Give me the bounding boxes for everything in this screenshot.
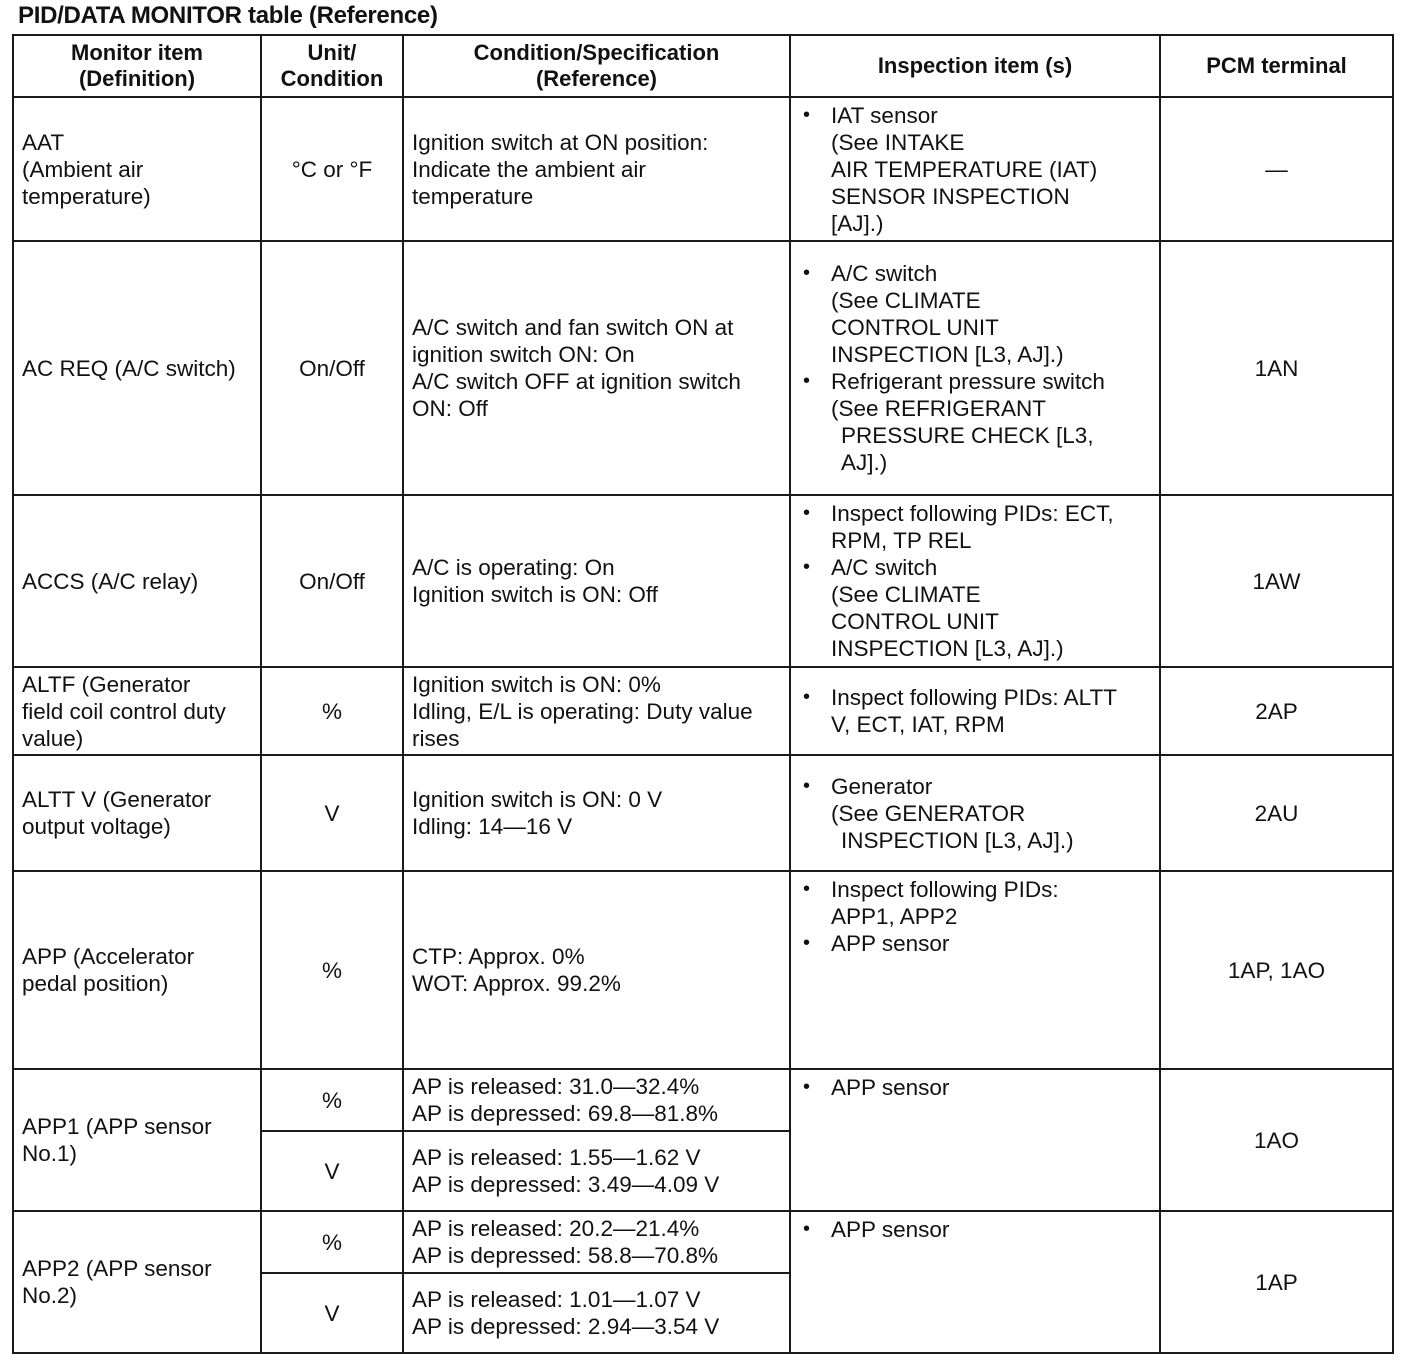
- condition-cell: AP is released: 20.2—21.4% AP is depressed: 58.8—70.8%: [403, 1211, 790, 1273]
- list-item: • A/C switch (See CLIMATE CONTROL UNIT INSPECTION [L3, AJ].): [799, 260, 1151, 368]
- inspection-cell: [790, 667, 1160, 755]
- header-pcm-terminal: PCM terminal: [1160, 35, 1393, 97]
- header-condition-specification: Condition/Specification (Reference): [403, 35, 790, 97]
- unit-cell: V: [261, 755, 403, 871]
- condition-cell: Ignition switch at ON position: Indicate the ambient air temperature: [403, 97, 790, 241]
- list-item: • Refrigerant pressure switch (See REFRIGERANT PRESSURE CHECK [L3, AJ].): [799, 368, 1151, 476]
- pcm-terminal-cell: 1AP: [1160, 1211, 1393, 1353]
- unit-cell: V: [261, 1273, 403, 1353]
- table-row: [13, 871, 1393, 1069]
- monitor-item-cell: AC REQ (A/C switch): [13, 241, 261, 495]
- monitor-item-cell: AAT (Ambient air temperature): [13, 97, 261, 241]
- condition-cell: AP is released: 1.01—1.07 V AP is depressed: 2.94—3.54 V: [403, 1273, 790, 1353]
- pcm-terminal-cell: 1AW: [1160, 495, 1393, 667]
- pid-data-monitor-table: [12, 34, 1394, 1354]
- condition-cell: Ignition switch is ON: 0% Idling, E/L is operating: Duty value rises: [403, 667, 790, 755]
- list-item: • IAT sensor (See INTAKE AIR TEMPERATURE (IAT) SENSOR INSPECTION [AJ].): [799, 102, 1151, 237]
- page-title: PID/DATA MONITOR table (Reference): [18, 2, 438, 29]
- pcm-terminal-cell: 2AP: [1160, 667, 1393, 755]
- condition-cell: A/C switch and fan switch ON at ignition switch ON: On A/C switch OFF at ignition switch ON: Off: [403, 241, 790, 495]
- unit-cell: %: [261, 871, 403, 1069]
- pcm-terminal-cell: 1AO: [1160, 1069, 1393, 1211]
- table-row: [13, 755, 1393, 871]
- header-unit-condition: Unit/ Condition: [261, 35, 403, 97]
- table-row: [13, 1211, 1393, 1273]
- list-item: • APP sensor: [799, 930, 1151, 957]
- inspection-cell: [790, 495, 1160, 667]
- condition-cell: Ignition switch is ON: 0 V Idling: 14—16 V: [403, 755, 790, 871]
- inspection-cell: [790, 97, 1160, 241]
- unit-cell: °C or °F: [261, 97, 403, 241]
- header-monitor-item: Monitor item (Definition): [13, 35, 261, 97]
- unit-cell: On/Off: [261, 241, 403, 495]
- inspection-cell: [790, 1069, 1160, 1211]
- unit-cell: On/Off: [261, 495, 403, 667]
- unit-cell: %: [261, 667, 403, 755]
- pcm-terminal-cell: 2AU: [1160, 755, 1393, 871]
- list-item: • Inspect following PIDs: ALTT V, ECT, IAT, RPM: [799, 684, 1151, 738]
- list-item: • Inspect following PIDs: APP1, APP2: [799, 876, 1151, 930]
- monitor-item-cell: ACCS (A/C relay): [13, 495, 261, 667]
- unit-cell: %: [261, 1069, 403, 1131]
- condition-cell: A/C is operating: On Ignition switch is ON: Off: [403, 495, 790, 667]
- table-row: [13, 97, 1393, 241]
- inspection-cell: [790, 871, 1160, 1069]
- monitor-item-cell: APP (Accelerator pedal position): [13, 871, 261, 1069]
- list-item: • APP sensor: [799, 1216, 1151, 1243]
- table-row: [13, 1069, 1393, 1131]
- pcm-terminal-cell: —: [1160, 97, 1393, 241]
- list-item: • APP sensor: [799, 1074, 1151, 1101]
- monitor-item-cell: ALTT V (Generator output voltage): [13, 755, 261, 871]
- list-item: • Inspect following PIDs: ECT, RPM, TP REL: [799, 500, 1151, 554]
- condition-cell: AP is released: 1.55—1.62 V AP is depressed: 3.49—4.09 V: [403, 1131, 790, 1211]
- inspection-cell: [790, 241, 1160, 495]
- monitor-item-cell: ALTF (Generator field coil control duty value): [13, 667, 261, 755]
- table-header-row: [13, 35, 1393, 97]
- pcm-terminal-cell: 1AN: [1160, 241, 1393, 495]
- condition-cell: AP is released: 31.0—32.4% AP is depressed: 69.8—81.8%: [403, 1069, 790, 1131]
- list-item: • Generator (See GENERATOR INSPECTION [L3, AJ].): [799, 773, 1151, 854]
- list-item: • A/C switch (See CLIMATE CONTROL UNIT INSPECTION [L3, AJ].): [799, 554, 1151, 662]
- header-inspection-items: Inspection item (s): [790, 35, 1160, 97]
- inspection-cell: [790, 1211, 1160, 1353]
- condition-cell: CTP: Approx. 0% WOT: Approx. 99.2%: [403, 871, 790, 1069]
- pcm-terminal-cell: 1AP, 1AO: [1160, 871, 1393, 1069]
- table-row: [13, 495, 1393, 667]
- monitor-item-cell: APP1 (APP sensor No.1): [13, 1069, 261, 1211]
- unit-cell: %: [261, 1211, 403, 1273]
- table-row: [13, 241, 1393, 495]
- table-row: [13, 667, 1393, 755]
- inspection-cell: [790, 755, 1160, 871]
- monitor-item-cell: APP2 (APP sensor No.2): [13, 1211, 261, 1353]
- unit-cell: V: [261, 1131, 403, 1211]
